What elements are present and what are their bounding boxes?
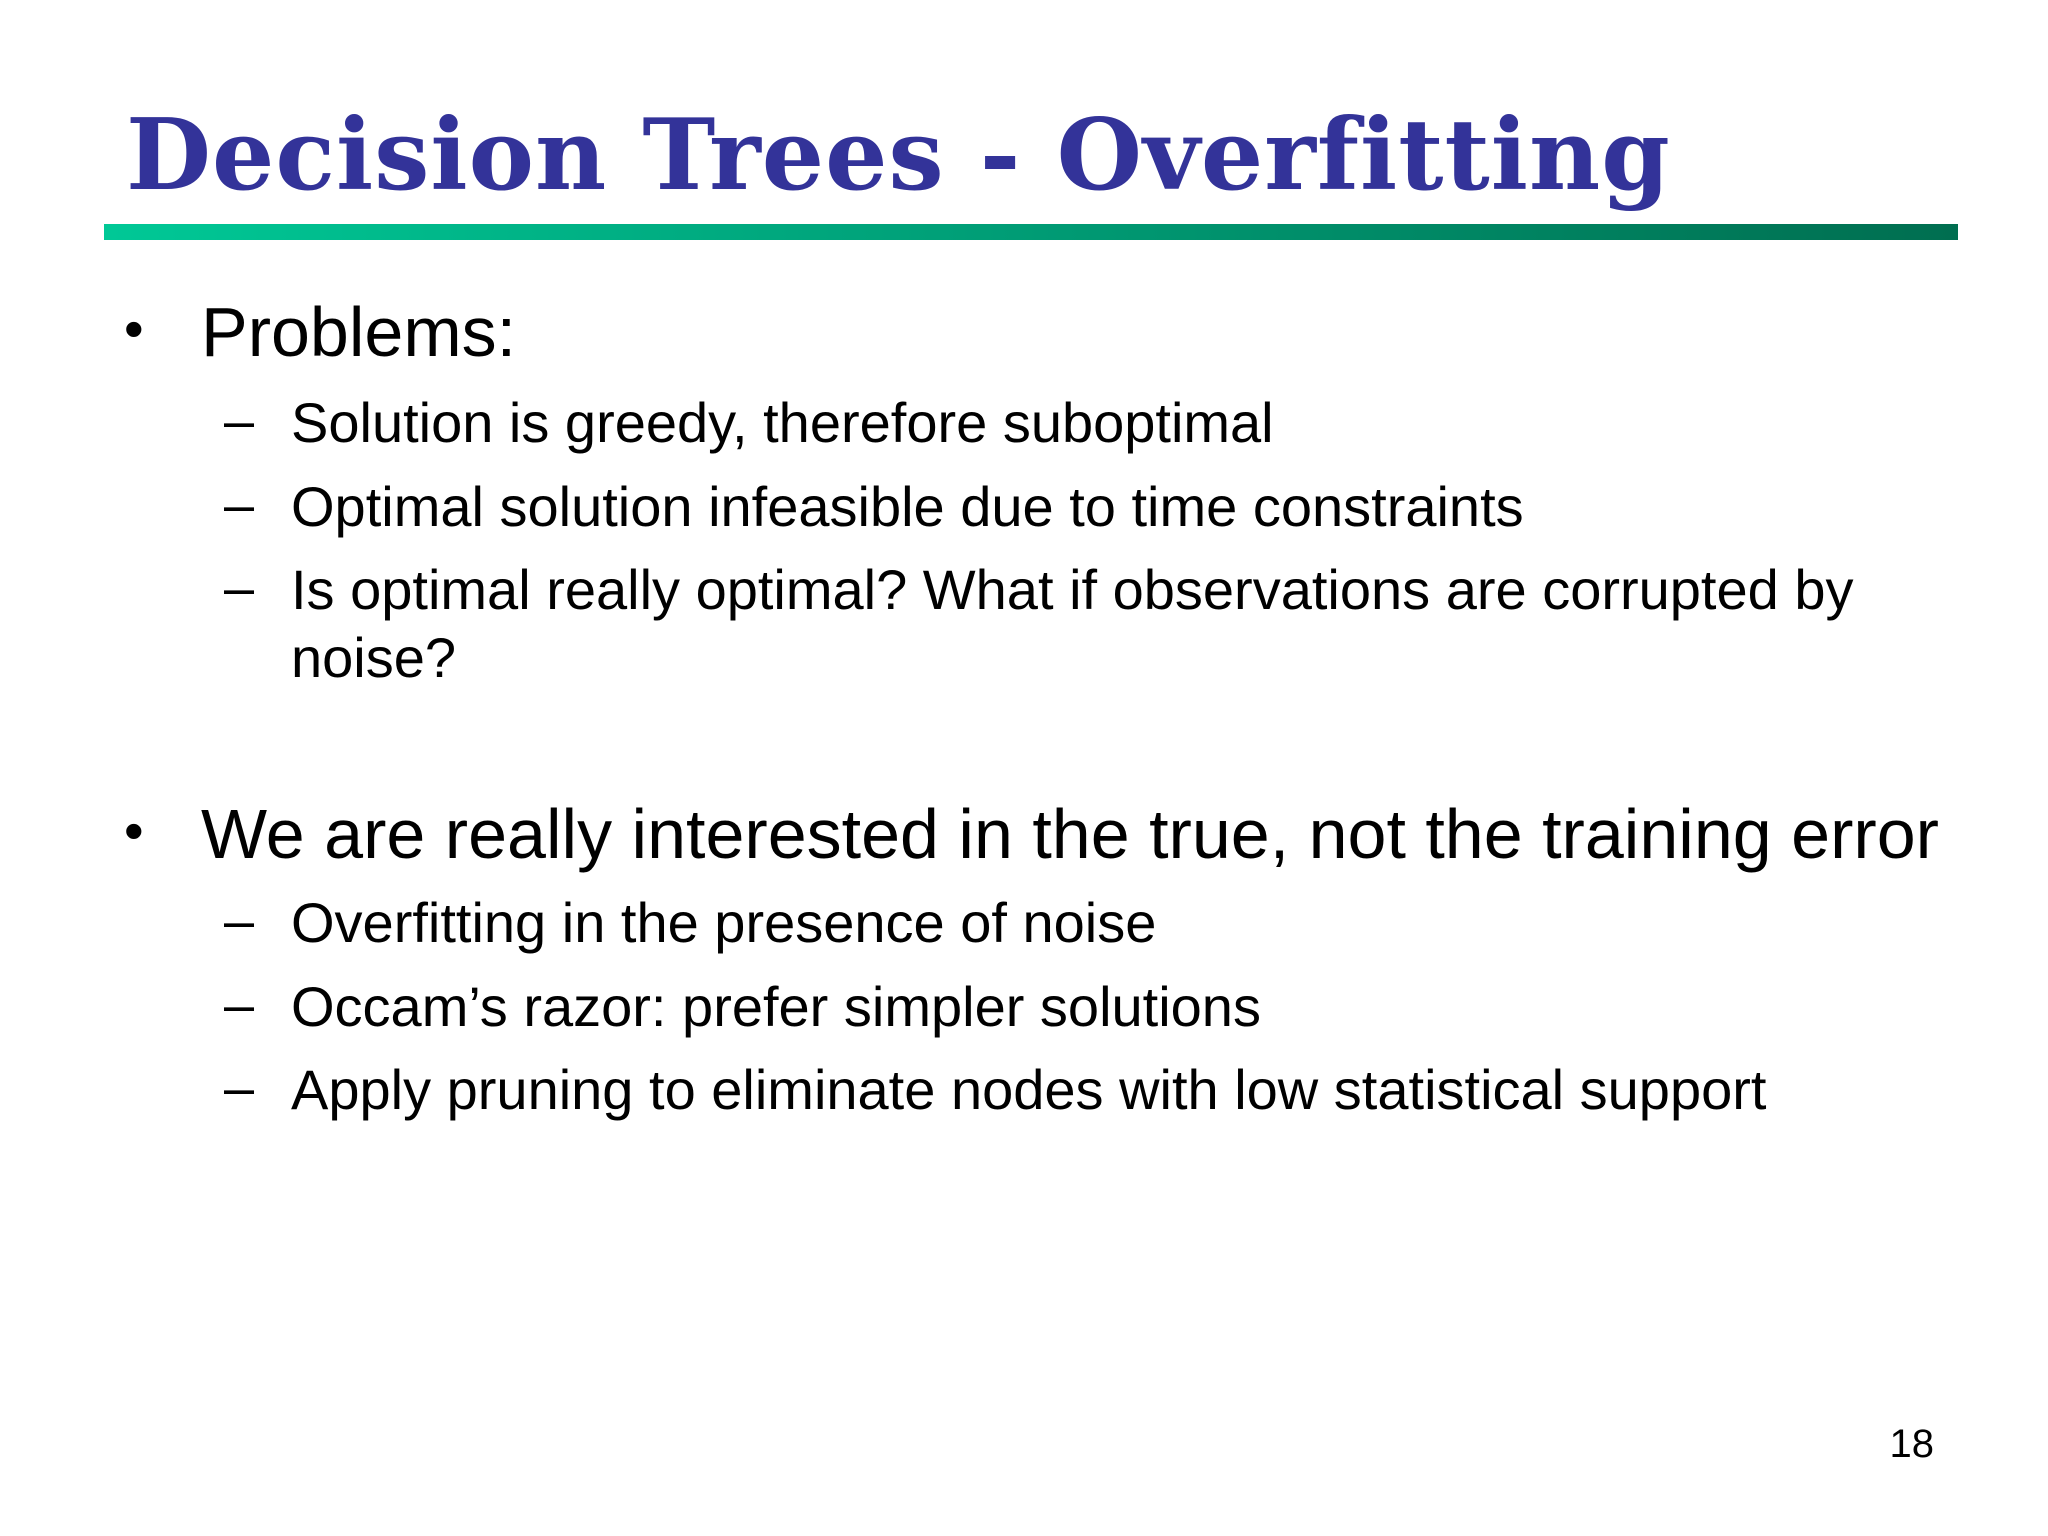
dash-marker: – [224, 1058, 255, 1118]
sub-bullet-text: Overfitting in the presence of noise [291, 891, 1157, 954]
sub-bullet-text: Optimal solution infeasible due to time constraints [291, 475, 1524, 538]
page-number: 18 [1889, 1422, 1934, 1466]
bullet-text: We are really interested in the true, not the training error [201, 795, 1939, 873]
sub-bullet-text: Occam’s razor: prefer simpler solutions [291, 975, 1261, 1038]
dash-marker: – [224, 558, 255, 618]
bullet-marker: • [124, 799, 144, 862]
bullet-text: Problems: [201, 293, 517, 371]
dash-marker: – [224, 391, 255, 451]
sub-bullet-text: Is optimal really optimal? What if observations are corrupted by noise? [291, 558, 1854, 689]
sub-bullet-text: Apply pruning to eliminate nodes with low statistical support [291, 1058, 1767, 1121]
dash-marker: – [224, 975, 255, 1035]
dash-marker: – [224, 475, 255, 535]
bullet-marker: • [124, 297, 144, 360]
sub-bullet-text: Solution is greedy, therefore suboptimal [291, 391, 1274, 454]
slide-title: Decision Trees - Overfitting [126, 98, 1671, 213]
dash-marker: – [224, 891, 255, 951]
